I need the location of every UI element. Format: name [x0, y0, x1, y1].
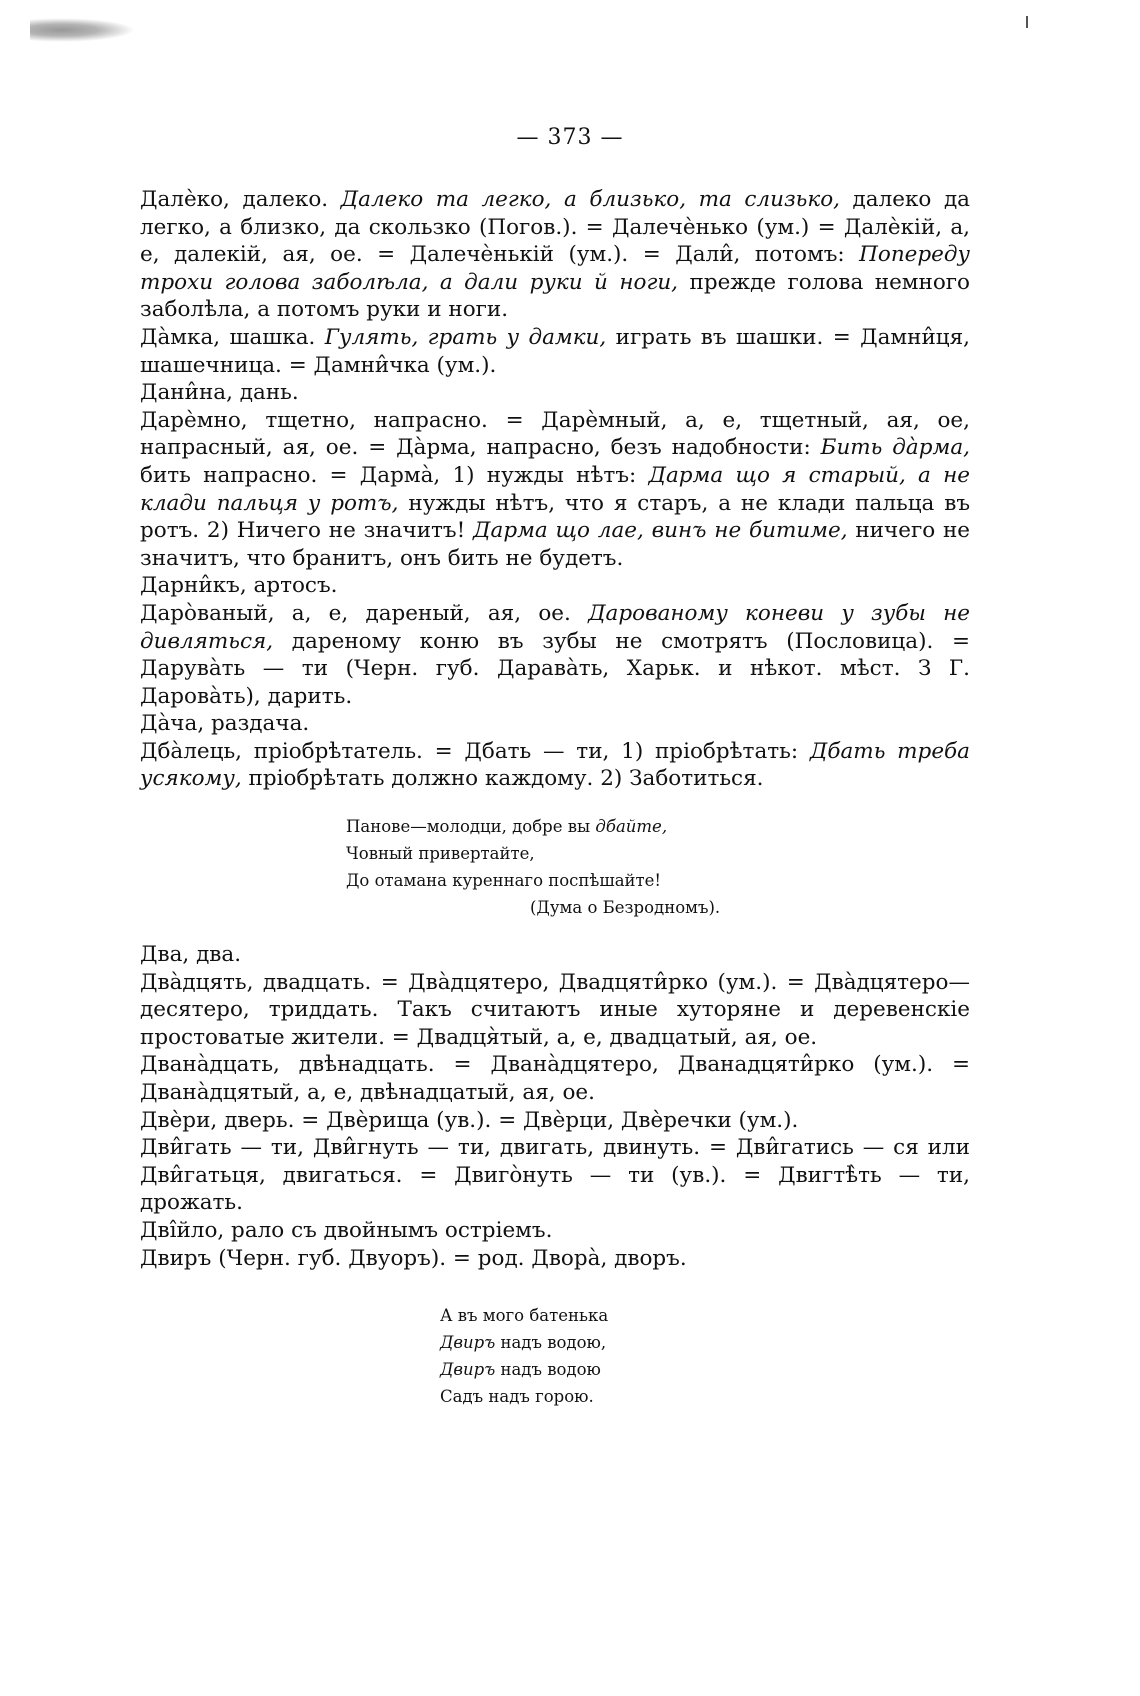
dictionary-entry: [140, 1134, 970, 1217]
example-phrase: Бить да̀рма,: [820, 435, 970, 461]
entry-text: А въ мого батенька: [440, 1306, 609, 1325]
entry-text: Човный привертайте,: [346, 844, 535, 863]
example-phrase: Дарованому коневи у зубы не дивляться,: [140, 600, 970, 654]
page-number: — 373 —: [516, 125, 624, 150]
entry-text: пріобрѣтать должно каждому. 2) Заботиться.: [241, 766, 764, 792]
entry-text: Далѐко, далеко.: [140, 187, 341, 212]
entry-text: Да̀мка, шашка.: [140, 324, 325, 350]
entry-text: Панове—молодци, добре вы: [346, 817, 596, 836]
example-phrase: Дарма що лае, винъ не битиме,: [473, 518, 848, 544]
quote-line: [346, 813, 720, 840]
dictionary-entry: [140, 941, 970, 969]
entry-text: надъ водою: [495, 1360, 601, 1379]
example-phrase: Попереду трохи голова заболѣла, а дали руки й ноги,: [140, 242, 970, 295]
entry-text: дареному коню въ зубы не смотрятъ (Пословица). = Дарува̀ть — ти (Черн. губ. Дарава̀ть, Харьк. и нѣкот. мѣст. З Г. Дарова̀ть), дарить.: [140, 628, 970, 709]
quote-line: [346, 840, 720, 867]
entry-text: Дарни̂къ, артосъ.: [140, 573, 338, 599]
quote-line: [346, 867, 720, 894]
entry-text: Дани̂на, дань.: [140, 380, 299, 406]
quote-line: [440, 1302, 608, 1329]
entry-text: надъ водою,: [495, 1333, 607, 1352]
ink-smudge: [30, 18, 135, 42]
entry-text: Двиръ (Черн. губ. Двуоръ). = род. Двора̀, дворъ.: [140, 1245, 687, 1271]
dictionary-entry: [140, 1217, 970, 1245]
dictionary-entry: [140, 600, 970, 710]
quote-source: (Дума о Безродномъ).: [530, 898, 721, 917]
entry-text: Двана̀дцать, двѣнадцать. = Двана̀дцятеро, Двaнадцяти̂рко (ум.). = Двана̀дцятый, а, е, двѣнадцатый, ая, ое.: [140, 1052, 970, 1106]
entry-text: прежде голова немного заболѣла, а потомъ руки и ноги.: [140, 269, 970, 323]
dictionary-entry: [140, 1051, 970, 1106]
entry-text: играть въ шашки. = Дамни̂ця, шашечница. = Дамни̂чка (ум.).: [140, 324, 970, 378]
entry-text: Даро̀ваный, а, е, дареный, ая, ое.: [140, 600, 589, 626]
dictionary-entry: [140, 572, 970, 600]
entry-text: Дви̂гать — ти, Дви̂гнуть — ти, двигать, двинуть. = Дви̂гатись — ся или Дви̂гатьця, двигаться. = Двиго̀нуть — ти (ув.). = Двигтѣ̀ть — ти, дрожать.: [140, 1135, 970, 1216]
dictionary-entry: [140, 1245, 970, 1273]
example-phrase: Дарма що я старый, а не клади пальця у ротъ,: [140, 462, 970, 516]
dictionary-entry: [140, 710, 970, 738]
example-phrase: Дбать треба усякому,: [140, 738, 970, 792]
dictionary-entry: [140, 379, 970, 407]
example-phrase: Двиръ: [440, 1360, 496, 1379]
dictionary-entry: [140, 186, 970, 324]
entry-text: До отамана куреннаго поспѣшайте!: [346, 871, 662, 890]
entry-group-d-a: [140, 186, 970, 793]
example-phrase: Далеко та легко, а близько, та слизько,: [340, 187, 840, 212]
entry-text: Дарѐмно, тщетно, напрасно. = Дарѐмный, а, е, тщетный, ая, ое, напрасный, ая, ое. = Да̀рма, напрасно, безъ надобности:: [140, 407, 970, 461]
example-phrase: Гулять, грать у дамки,: [324, 324, 607, 350]
dictionary-entry: [140, 738, 970, 793]
entry-text: бить напрасно. = Дарма̀, 1) нужды нѣтъ:: [140, 462, 649, 488]
entry-text: ничего не значитъ, что бранитъ, онъ бить не будетъ.: [140, 518, 971, 571]
entry-text: далеко да легко, а близко, да скользко (Погов.). = Далечѐнько (ум.) = Далѐкій, а, е, далекій, ая, ое. = Далечѐнькій (ум.). = Дали̂, потомъ:: [140, 187, 970, 268]
entry-text: Да̀ча, раздача.: [140, 711, 310, 737]
edge-mark: [1026, 16, 1028, 28]
dictionary-entry: [140, 969, 970, 1052]
entry-group-dv: [140, 941, 970, 1272]
entry-text: Дба̀лець, пріобрѣтатель. = Дбать — ти, 1) пріобрѣтать:: [140, 738, 810, 764]
entry-text: Двîйло, рало съ двойнымъ остріемъ.: [140, 1218, 553, 1243]
quote-dvir-nad-vodoyu: [440, 1302, 608, 1410]
dictionary-entry: [140, 324, 970, 379]
dictionary-entries: [140, 186, 970, 1272]
entry-text: нужды нѣтъ, что я старъ, а не клади пальца въ ротъ. 2) Ничего не значитъ!: [140, 490, 970, 544]
example-phrase: Двиръ: [440, 1333, 496, 1352]
entry-text: Двѐри, дверь. = Двѐрища (ув.). = Двѐрци, Двѐречки (ум.).: [140, 1107, 799, 1133]
dictionary-entry: [140, 1107, 970, 1135]
entry-text: Два, два.: [140, 942, 242, 968]
quote-line: [440, 1356, 608, 1383]
dictionary-entry: [140, 407, 970, 573]
quote-duma-o-bezrodnom: [346, 813, 720, 921]
entry-text: Садъ надъ горою.: [440, 1387, 594, 1406]
entry-text: Два̀дцять, двадцать. = Два̀дцятеро, Двадцяти̂рко (ум.). = Два̀дцятеро—десятеро, триддать. Такъ считаютъ иные хуторяне и деревенскіе простоватые жители. = Двадця̀тый, а, е, двадцатый, ая, ое.: [140, 969, 970, 1050]
quote-line: [440, 1383, 608, 1410]
quote-line: [440, 1329, 608, 1356]
example-phrase: дбайте,: [595, 817, 668, 836]
